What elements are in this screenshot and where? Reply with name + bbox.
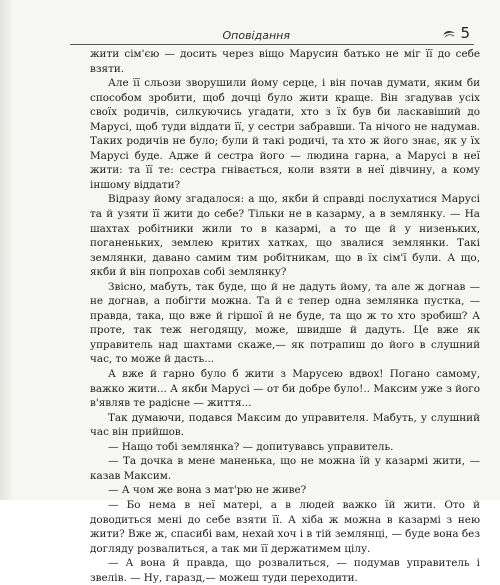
- dialogue-line: — Та дочка в мене маненька, що не можна їй у казармі жити, — казав Максим.: [90, 455, 480, 482]
- paragraph: жити сім'єю — досить через віщо Марусин батько не міг її до себе взяти.: [90, 48, 480, 75]
- dialogue-line: — Бо нема в неї матері, а в людей важко їй жити. Ото й доводиться мені до себе взяти її. А хіба ж можна в казармі з нею жити? Вже ж, спасибі вам, нехай хоч і в тій землянці, — буде вона без догляду розвалиться, а так ми її держатимем цілу.: [90, 498, 480, 555]
- header-rule: [70, 44, 474, 45]
- leaf-ornament-icon: [442, 28, 456, 38]
- page-number-group: [442, 24, 470, 42]
- running-header: [70, 20, 470, 42]
- paragraph: А вже й гарно було б жити з Марусею вдвох! Погано самому, важко жити... А якби Марусі — от би добре було!.. Максим уже з його в'являв те радісне — життя...: [90, 368, 480, 410]
- dialogue-line: — А вона й правда, що розвалиться, — подумав управитель і звелів. — Ну, гаразд,— можеш туди переходити.: [90, 557, 480, 584]
- page-number: 5: [460, 24, 470, 42]
- section-title: Оповідання: [222, 29, 290, 42]
- story-text: [90, 47, 480, 585]
- paragraph: Відразу йому згадалося: а що, якби й справді послухатися Марусі та й узяти її жити до себе? Тільки не в казарму, а в землянку. — На шахтах робітники жили то в казармі, а то ще й у низеньких, поганеньких, землею критих хатках, що звалися землянки. Такі землянки, давано самим тим робітникам, що в їх сім'ї були. А що, якби й він попрохав собі землянку?: [90, 193, 480, 279]
- paragraph: Так думаючи, подався Максим до управителя. Мабуть, у слушний час він прийшов.: [90, 411, 480, 439]
- dialogue-line: — Нащо тобі землянка? — допитувавсь управитель.: [108, 440, 394, 453]
- paragraph: Але її сльози зворушили йому серце, і він почав думати, яким би способом зробити, щоб дочці було жити краще. Він згадував усіх своїх родичів, силкуючись угадати, хто з їх був би ласкавіший до Марусі, щоб туди віддати її, у сестри забравши. Та нічого не надумав. Таких родичів не було; були й такі родичі, та хто ж його знає, як у їх Марусі буде. Адже й сестра його — людина гарна, а Марусі в неї жити: та її те: сестра гнівається, коли взяти в неї дівчину, а кому іншому віддати?: [90, 77, 480, 191]
- dialogue-line: — А чом же вона з мат'рю не живе?: [108, 484, 307, 497]
- page-gutter-shadow: [0, 0, 14, 500]
- paragraph: Звісно, мабуть, так буде, що й не дадуть йому, та але ж догнав — не догнав, а побігти можна. Та й є тепер одна землянка пустка, — правда, така, що вже й гіршої й не буде, та що ж то хто зробиш? А проте, так теж негодящу, може, швидше й дадуть. Це вже як управитель над шахтами скаже,— як потрапиш до його в слушний час, то може й дасть...: [90, 280, 480, 366]
